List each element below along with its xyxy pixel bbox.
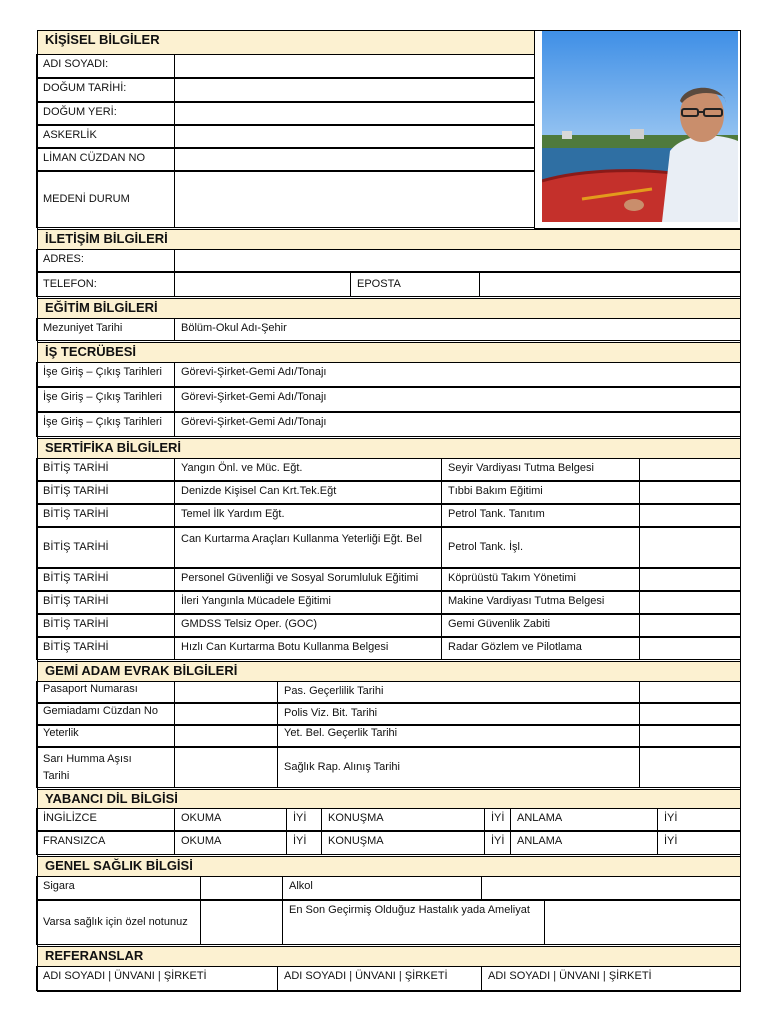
row-yellow-fever [37,748,741,789]
yellow-fever-field[interactable] [174,747,278,788]
speaking-label: KONUŞMA [321,831,485,855]
seaman-book-label: Gemiadamı Cüzdan No [36,703,175,725]
cert-date-label: BİTİŞ TARİHİ [36,481,175,504]
competency-validity-label: Yet. Bel. Geçerlik Tarihi [277,725,640,747]
reading-level: İYİ [286,808,322,831]
cert-right-name: Seyir Vardiyası Tutma Belgesi [441,458,640,481]
cert-right-name: Radar Gözlem ve Pilotlama [441,637,640,660]
birth-place-field[interactable] [174,102,535,125]
language-row [37,809,741,832]
police-visa-label: Polis Viz. Bit. Tarihi [277,703,640,725]
reading-label: OKUMA [174,831,287,855]
experience-dates: İşe Giriş – Çıkış Tarihleri [36,362,175,387]
certificate-row [37,615,741,638]
cert-right-name: Gemi Güvenlik Zabiti [441,614,640,637]
port-id-field[interactable] [174,148,535,171]
language-name: İNGİLİZCE [36,808,175,831]
cert-right-name: Köprüüstü Takım Yönetimi [441,568,640,591]
certificate-row [37,569,741,592]
cert-right-name: Tıbbi Bakım Eğitimi [441,481,640,504]
name-field[interactable] [174,54,535,78]
birth-place-label: DOĞUM YERİ: [36,102,175,125]
understanding-level: İYİ [657,808,741,831]
cert-date-label: BİTİŞ TARİHİ [36,527,175,568]
certificate-row [37,505,741,528]
understanding-label: ANLAMA [510,808,658,831]
cert-right-name: Petrol Tank. İşl. [441,527,640,568]
row-health-notes [37,901,741,946]
cert-left-name: Temel İlk Yardım Eğt. [174,504,442,527]
cert-right-date-field[interactable] [639,527,741,568]
reference-item: ADI SOYADI | ÜNVANI | ŞİRKETİ [36,966,278,991]
experience-row [37,413,741,438]
experience-row [37,363,741,388]
language-row [37,832,741,856]
cert-left-name: Yangın Önl. ve Müc. Eğt. [174,458,442,481]
cert-left-name: Denizde Kişisel Can Krt.Tek.Eğt [174,481,442,504]
yellow-fever-label: Sarı Humma Aşısı Tarihi [36,747,175,788]
section-header-certificates: SERTİFİKA BİLGİLERİ [37,438,741,459]
smoking-field[interactable] [200,876,283,900]
cert-right-date-field[interactable] [639,614,741,637]
cert-left-name: İleri Yangınla Mücadele Eğitimi [174,591,442,614]
name-label: ADI SOYADI: [36,54,175,78]
cert-date-label: BİTİŞ TARİHİ [36,637,175,660]
pass-validity-label: Pas. Geçerlilik Tarihi [277,681,640,703]
speaking-label: KONUŞMA [321,808,485,831]
row-military [37,126,535,149]
email-field[interactable] [479,272,741,297]
cert-right-date-field[interactable] [639,568,741,591]
special-notes-label: Varsa sağlık için özel notunuz [36,900,201,945]
marital-label: MEDENİ DURUM [36,171,175,228]
address-label: ADRES: [36,249,175,272]
row-passport [37,682,741,704]
passport-field[interactable] [174,681,278,703]
understanding-level: İYİ [657,831,741,855]
alcohol-label: Alkol [282,876,482,900]
section-header-education: EĞİTİM BİLGİLERİ [37,298,741,319]
birth-date-label: DOĞUM TARİHİ: [36,78,175,102]
row-birth-date [37,79,535,103]
photo-illustration [542,31,738,222]
military-label: ASKERLİK [36,125,175,148]
experience-dates: İşe Giriş – Çıkış Tarihleri [36,412,175,437]
experience-row [37,388,741,413]
certificate-row [37,592,741,615]
cert-right-name: Petrol Tank. Tanıtım [441,504,640,527]
alcohol-field[interactable] [481,876,741,900]
competency-label: Yeterlik [36,725,175,747]
experience-position: Görevi-Şirket-Gemi Adı/Tonajı [174,362,741,387]
email-label: EPOSTA [350,272,480,297]
row-competency [37,726,741,748]
cert-right-date-field[interactable] [639,637,741,660]
recent-illness-label: En Son Geçirmiş Olduğuz Hastalık yada Ameliyat [282,900,545,945]
certificate-row [37,482,741,505]
row-address [37,250,741,273]
section-header-experience: İŞ TECRÜBESİ [37,342,741,363]
address-field[interactable] [174,249,741,272]
health-report-field[interactable] [639,747,741,788]
school-label: Bölüm-Okul Adı-Şehir [174,318,741,341]
cert-right-name: Makine Vardiyası Tutma Belgesi [441,591,640,614]
birth-date-field[interactable] [174,78,535,102]
row-port-id [37,149,535,172]
certificate-row [37,528,741,569]
certificate-row [37,638,741,661]
police-visa-field[interactable] [639,703,741,725]
passport-label: Pasaport Numarası [36,681,175,703]
recent-illness-field[interactable] [544,900,741,945]
cert-left-name: GMDSS Telsiz Oper. (GOC) [174,614,442,637]
section-header-languages: YABANCI DİL BİLGİSİ [37,789,741,809]
section-header-seaman-docs: GEMİ ADAM EVRAK BİLGİLERİ [37,661,741,682]
phone-label: TELEFON: [36,272,175,297]
row-education [37,319,741,342]
experience-position: Görevi-Şirket-Gemi Adı/Tonajı [174,387,741,412]
phone-field[interactable] [174,272,351,297]
seaman-book-field[interactable] [174,703,278,725]
cert-date-label: BİTİŞ TARİHİ [36,591,175,614]
row-references [37,967,741,992]
speaking-level: İYİ [484,831,511,855]
speaking-level: İYİ [484,808,511,831]
military-field[interactable] [174,125,535,148]
reference-item: ADI SOYADI | ÜNVANI | ŞİRKETİ [481,966,741,991]
profile-photo [534,30,741,229]
cert-right-date-field[interactable] [639,458,741,481]
certificate-row [37,459,741,482]
competency-field[interactable] [174,725,278,747]
cert-right-date-field[interactable] [639,504,741,527]
row-marital [37,172,535,229]
cert-right-date-field[interactable] [639,481,741,504]
health-report-label: Sağlık Rap. Alınış Tarihi [277,747,640,788]
cert-right-date-field[interactable] [639,591,741,614]
experience-position: Görevi-Şirket-Gemi Adı/Tonajı [174,412,741,437]
cert-date-label: BİTİŞ TARİHİ [36,568,175,591]
section-header-contact: İLETİŞİM BİLGİLERİ [37,229,741,250]
section-header-personal: KİŞİSEL BİLGİLER [37,30,535,55]
row-phone-email [37,273,741,298]
section-header-health: GENEL SAĞLIK BİLGİSİ [37,856,741,877]
row-birth-place [37,103,535,126]
section-header-references: REFERANSLAR [37,946,741,967]
cert-date-label: BİTİŞ TARİHİ [36,458,175,481]
row-name [37,55,535,79]
row-smoking-alcohol [37,877,741,901]
special-notes-field[interactable] [200,900,283,945]
experience-dates: İşe Giriş – Çıkış Tarihleri [36,387,175,412]
understanding-label: ANLAMA [510,831,658,855]
smoking-label: Sigara [36,876,201,900]
port-id-label: LİMAN CÜZDAN NO [36,148,175,171]
cert-date-label: BİTİŞ TARİHİ [36,504,175,527]
cert-left-name: Personel Güvenliği ve Sosyal Sorumluluk Eğitimi [174,568,442,591]
reading-label: OKUMA [174,808,287,831]
marital-field[interactable] [174,171,535,228]
row-seaman-book [37,704,741,726]
cert-left-name: Can Kurtarma Araçları Kullanma Yeterliği Eğt. Bel [174,527,442,568]
competency-validity-field[interactable] [639,725,741,747]
pass-validity-field[interactable] [639,681,741,703]
reference-item: ADI SOYADI | ÜNVANI | ŞİRKETİ [277,966,482,991]
cert-left-name: Hızlı Can Kurtarma Botu Kullanma Belgesi [174,637,442,660]
reading-level: İYİ [286,831,322,855]
grad-date-label: Mezuniyet Tarihi [36,318,175,341]
cert-date-label: BİTİŞ TARİHİ [36,614,175,637]
language-name: FRANSIZCA [36,831,175,855]
